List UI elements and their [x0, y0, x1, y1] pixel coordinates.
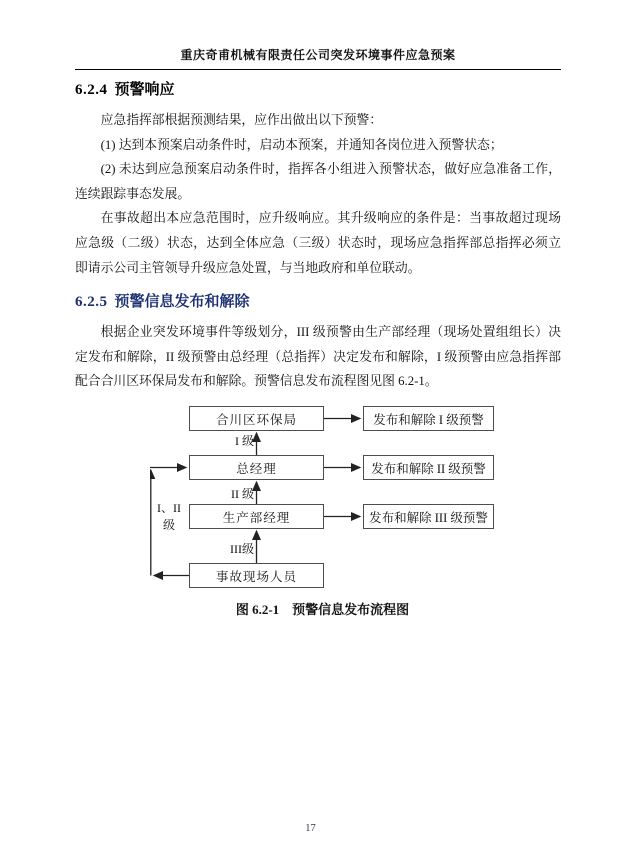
document-header-title: 重庆奇甫机械有限责任公司突发环境事件应急预案: [180, 48, 456, 62]
section-title: 预警信息发布和解除: [114, 294, 250, 311]
flowchart-label-level1-2-bypass: I、II 级: [157, 501, 181, 532]
section-number: 6.2.5: [75, 294, 108, 311]
flowchart-node-release-level2-warning: 发布和解除 II 级预警: [363, 455, 494, 480]
flowchart-node-general-manager: 总经理: [189, 455, 324, 480]
section-heading-625: [75, 292, 561, 312]
header-divider-line: [75, 69, 561, 70]
section-number: 6.2.4: [75, 82, 108, 98]
flowchart-node-production-manager: 生产部经理: [189, 504, 324, 529]
paragraph: (1) 达到本预案启动条件时，启动本预案，并通知各岗位进入预警状态；: [100, 137, 503, 152]
paragraph: 在事故超出本应急范围时，应升级响应。其升级响应的条件是：当事故超过现场应急级（二级）状态，达到全体应急（三级）状态时，现场应急指挥部总指挥必须立即请示公司主管领导升级应急处置，与当地政府和单位联动。: [75, 211, 561, 275]
flowchart-node-hechuan-env-bureau: 合川区环保局: [189, 406, 324, 431]
paragraph: (2) 未达到应急预案启动条件时，指挥各小组进入预警状态，做好应急准备工作，连续跟踪事态发展。: [75, 162, 561, 201]
flowchart-node-release-level3-warning: 发布和解除 III 级预警: [363, 504, 494, 529]
flowchart-label-level1: I 级: [235, 434, 254, 448]
paragraph: 根据企业突发环境事件等级划分，III 级预警由生产部经理（现场处置组组长）决定发布和解除，II 级预警由总经理（总指挥）决定发布和解除，I 级预警由应急指挥部配合合川区环保局发布和解除。预警信息发布流程图见图 6.2-1。: [75, 325, 561, 389]
figure-caption: 图 6.2-1 预警信息发布流程图: [235, 602, 410, 617]
section-title: 预警响应: [114, 82, 175, 98]
flowchart-node-onsite-personnel: 事故现场人员: [189, 563, 324, 588]
paragraph: 应急指挥部根据预测结果，应作出做出以下预警：: [100, 113, 383, 127]
flowchart-label-level2: II 级: [231, 487, 254, 501]
document-body: [75, 80, 561, 394]
flowchart-label-level3: III级: [230, 542, 254, 556]
section-heading-624: [75, 80, 561, 100]
flowchart-node-release-level1-warning: 发布和解除 I 级预警: [363, 406, 494, 431]
warning-release-flowchart: [150, 402, 495, 592]
page-number: 17: [305, 823, 316, 834]
